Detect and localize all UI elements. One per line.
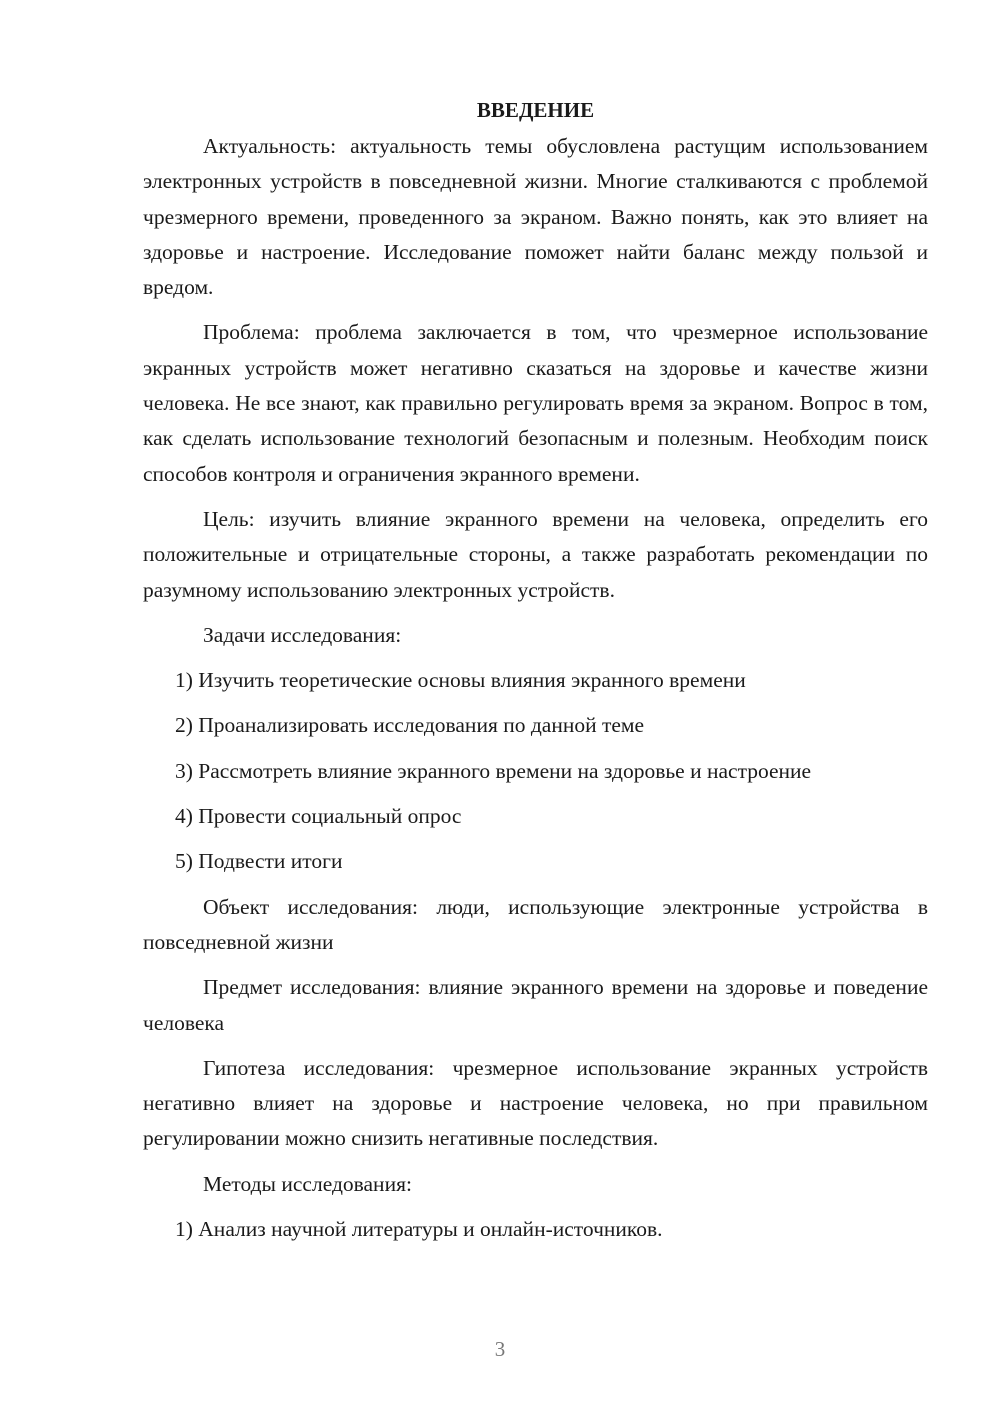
task-item-2: 2) Проанализировать исследования по данной теме bbox=[175, 713, 645, 738]
page-number: 3 bbox=[494, 1337, 506, 1361]
method-item-1: 1) Анализ научной литературы и онлайн-источников. bbox=[175, 1217, 663, 1242]
hypothesis-paragraph: Гипотеза исследования: чрезмерное использование экранных устройств негативно влияет на здоровье и настроение человека, но при правильном регулировании можно снизить негативные последствия. bbox=[143, 1055, 928, 1151]
section-heading: ВВЕДЕНИЕ bbox=[476, 98, 595, 122]
object-paragraph: Объект исследования: люди, использующие электронные устройства в повседневной жизни bbox=[143, 894, 928, 954]
relevance-paragraph: Актуальность: актуальность темы обусловлена растущим использованием электронных устройств в повседневной жизни. Многие сталкиваются с проблемой чрезмерного времени, проведенного за экраном. Важно понять, как это влияет на здоровье и настроение. Исследование поможет найти баланс между пользой и вредом. bbox=[143, 134, 928, 300]
methods-heading: Методы исследования: bbox=[203, 1171, 412, 1196]
goal-paragraph: Цель: изучить влияние экранного времени на человека, определить его положительные и отрицательные стороны, а также разработать рекомендации по разумному использованию электронных устройств. bbox=[143, 506, 928, 602]
task-item-4: 4) Провести социальный опрос bbox=[175, 804, 462, 829]
task-item-1: 1) Изучить теоретические основы влияния экранного времени bbox=[175, 668, 746, 693]
task-item-5: 5) Подвести итоги bbox=[175, 849, 343, 874]
task-item-3: 3) Рассмотреть влияние экранного времени на здоровье и настроение bbox=[175, 758, 812, 783]
tasks-heading: Задачи исследования: bbox=[203, 622, 402, 647]
document-page bbox=[143, 92, 928, 1257]
subject-paragraph: Предмет исследования: влияние экранного времени на здоровье и поведение человека bbox=[143, 975, 928, 1035]
problem-paragraph: Проблема: проблема заключается в том, что чрезмерное использование экранных устройств может негативно сказаться на здоровье и качестве жизни человека. Не все знают, как правильно регулировать время за экраном. Вопрос в том, как сделать использование технологий безопасным и полезным. Необходим поиск способов контроля и ограничения экранного времени. bbox=[143, 320, 928, 486]
